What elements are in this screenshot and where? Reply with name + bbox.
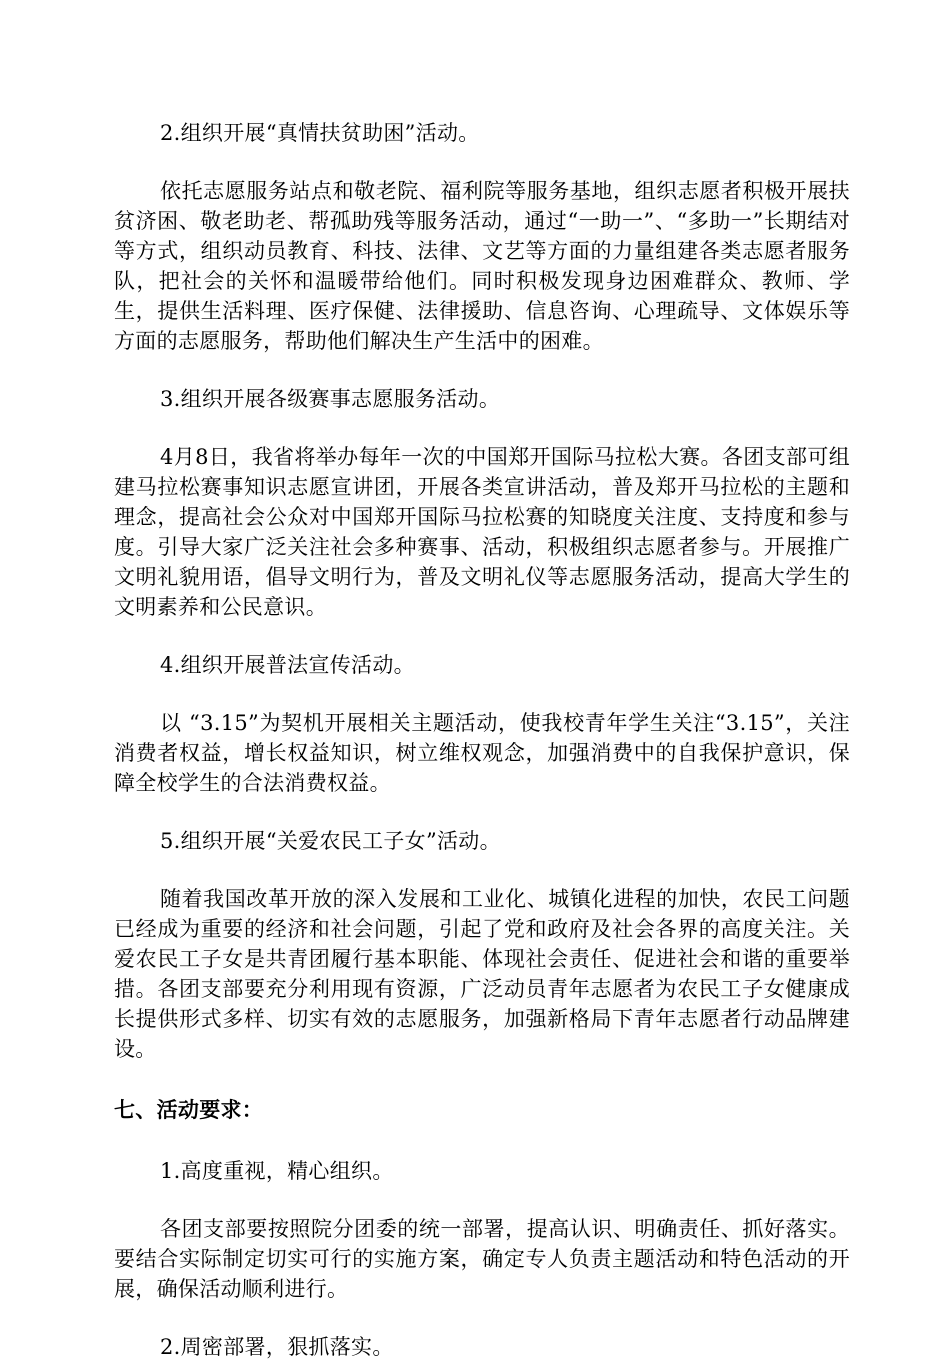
subheading-poverty-relief: 2.组织开展“真情扶贫助困”活动。	[160, 121, 480, 145]
paragraph-marathon: 4月8日，我省将举办每年一次的中国郑开国际马拉松大赛。各团支部可组建马拉松赛事知识志愿宣讲团，开展各类宣讲活动，普及郑开马拉松的主题和理念，提高社会公众对中国郑开国际马拉松赛的知晓度关注度、支持度和参与度。引导大家广泛关注社会多种赛事、活动，积极组织志愿者参与。开展推广文明礼貌用语，倡导文明行为，普及文明礼仪等志愿服务活动，提高大学生的文明素养和公民意识。	[114, 445, 850, 619]
subheading-high-attention: 1.高度重视，精心组织。	[160, 1159, 394, 1183]
subheading-legal-publicity: 4.组织开展普法宣传活动。	[160, 653, 415, 677]
subheading-migrant-children: 5.组织开展“关爱农民工子女”活动。	[160, 829, 501, 853]
paragraph-migrant-children: 随着我国改革开放的深入发展和工业化、城镇化进程的加快，农民工问题已经成为重要的经济和社会问题，引起了党和政府及社会各界的高度关注。关爱农民工子女是共青团履行基本职能、体现社会责任、促进社会和谐的重要举措。各团支部要充分利用现有资源，广泛动员青年志愿者为农民工子女健康成长提供形式多样、切实有效的志愿服务，加强新格局下青年志愿者行动品牌建设。	[114, 887, 850, 1061]
subheading-careful-deployment: 2.周密部署，狠抓落实。	[160, 1335, 394, 1359]
section-title-requirements: 七、活动要求：	[114, 1098, 264, 1122]
paragraph-consumer-rights: 以 “3.15”为契机开展相关主题活动，使我校青年学生关注“3.15”，关注消费者权益，增长权益知识，树立维权观念，加强消费中的自我保护意识，保障全校学生的合法消费权益。	[114, 711, 850, 795]
document-body	[114, 118, 850, 1362]
subheading-sports-events: 3.组织开展各级赛事志愿服务活动。	[160, 387, 501, 411]
paragraph-implementation: 各团支部要按照院分团委的统一部署，提高认识、明确责任、抓好落实。要结合实际制定切实可行的实施方案，确定专人负责主题活动和特色活动的开展，确保活动顺利进行。	[114, 1217, 850, 1301]
paragraph-poverty-relief: 依托志愿服务站点和敬老院、福利院等服务基地，组织志愿者积极开展扶贫济困、敬老助老、帮孤助残等服务活动，通过“一助一”、“多助一”长期结对等方式，组织动员教育、科技、法律、文艺等方面的力量组建各类志愿者服务队，把社会的关怀和温暖带给他们。同时积极发现身边困难群众、教师、学生，提供生活料理、医疗保健、法律援助、信息咨询、心理疏导、文体娱乐等方面的志愿服务，帮助他们解决生产生活中的困难。	[114, 179, 850, 353]
